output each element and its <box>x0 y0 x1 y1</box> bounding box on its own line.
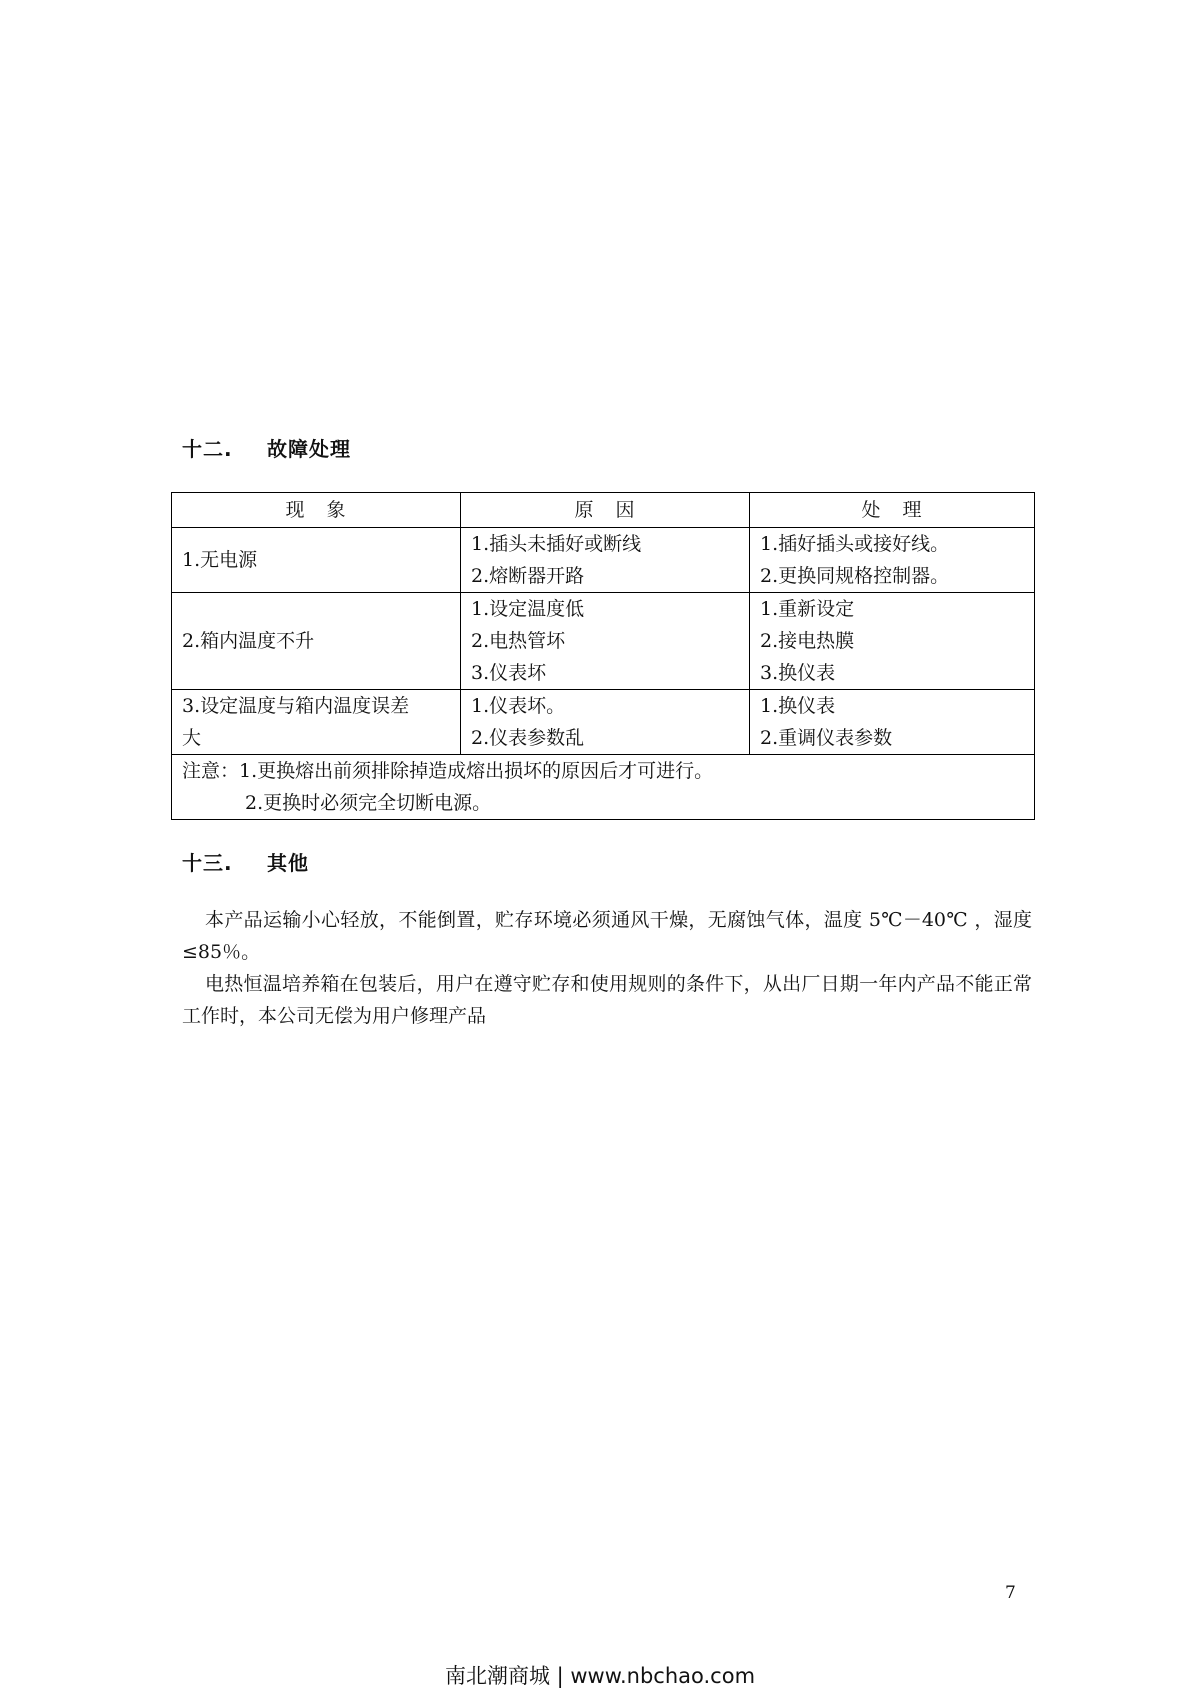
fix-line: 2.接电热膜 <box>760 630 855 652</box>
symptom-cell <box>172 690 461 755</box>
paragraph: 本产品运输小心轻放，不能倒置，贮存环境必须通风干燥，无腐蚀气体，温度 5℃－40℃ ，湿度≤85％。 <box>182 909 1032 963</box>
symptom-cell <box>172 593 461 690</box>
fault-table <box>171 492 1035 820</box>
fix-line: 3.换仪表 <box>760 662 836 684</box>
fix-cell <box>750 690 1035 755</box>
cause-line: 1.仪表坏。 <box>471 695 566 717</box>
section-12-number: 十二. <box>182 437 233 461</box>
header-symptom: 现象 <box>172 493 461 528</box>
cause-line: 2.仪表参数乱 <box>471 727 585 749</box>
note-line-1: 注意：1.更换熔出前须排除掉造成熔出损坏的原因后才可进行。 <box>182 760 714 782</box>
page-number: 7 <box>1005 1583 1016 1603</box>
symptom-cell <box>172 528 461 593</box>
fix-cell <box>750 528 1035 593</box>
symptom-line: 1.无电源 <box>182 549 258 571</box>
paragraph: 电热恒温培养箱在包装后，用户在遵守贮存和使用规则的条件下，从出厂日期一年内产品不能正常工作时，本公司无偿为用户修理产品 <box>182 973 1032 1027</box>
symptom-line: 大 <box>182 727 202 749</box>
cause-line: 1.插头未插好或断线 <box>471 533 642 555</box>
section-13-title: 其他 <box>267 851 309 875</box>
cause-cell <box>461 593 750 690</box>
section-13-heading <box>182 847 309 876</box>
header-cause: 原因 <box>461 493 750 528</box>
fix-line: 1.插好插头或接好线。 <box>760 533 950 555</box>
fix-line: 2.重调仪表参数 <box>760 727 893 749</box>
section-12-title: 故障处理 <box>267 437 351 461</box>
symptom-line: 3.设定温度与箱内温度误差 <box>182 695 410 717</box>
table-row <box>172 593 1035 690</box>
fix-line: 2.更换同规格控制器。 <box>760 565 950 587</box>
cause-line: 1.设定温度低 <box>471 598 585 620</box>
section-12-heading <box>182 433 351 462</box>
table-header-row <box>172 493 1035 528</box>
body-text <box>182 904 1032 1032</box>
symptom-line: 2.箱内温度不升 <box>182 630 315 652</box>
note-cell <box>172 755 1035 820</box>
note-line-2: 2.更换时必须完全切断电源。 <box>245 792 492 814</box>
cause-line: 2.电热管坏 <box>471 630 566 652</box>
header-fix: 处理 <box>750 493 1035 528</box>
note-row <box>172 755 1035 820</box>
cause-cell <box>461 528 750 593</box>
table-row <box>172 690 1035 755</box>
cause-cell <box>461 690 750 755</box>
fix-line: 1.重新设定 <box>760 598 855 620</box>
fix-cell <box>750 593 1035 690</box>
table-row <box>172 528 1035 593</box>
footer-watermark: 南北潮商城 | www.nbchao.com <box>444 1664 756 1688</box>
cause-line: 2.熔断器开路 <box>471 565 585 587</box>
cause-line: 3.仪表坏 <box>471 662 547 684</box>
fix-line: 1.换仪表 <box>760 695 836 717</box>
section-13-number: 十三. <box>182 851 233 875</box>
